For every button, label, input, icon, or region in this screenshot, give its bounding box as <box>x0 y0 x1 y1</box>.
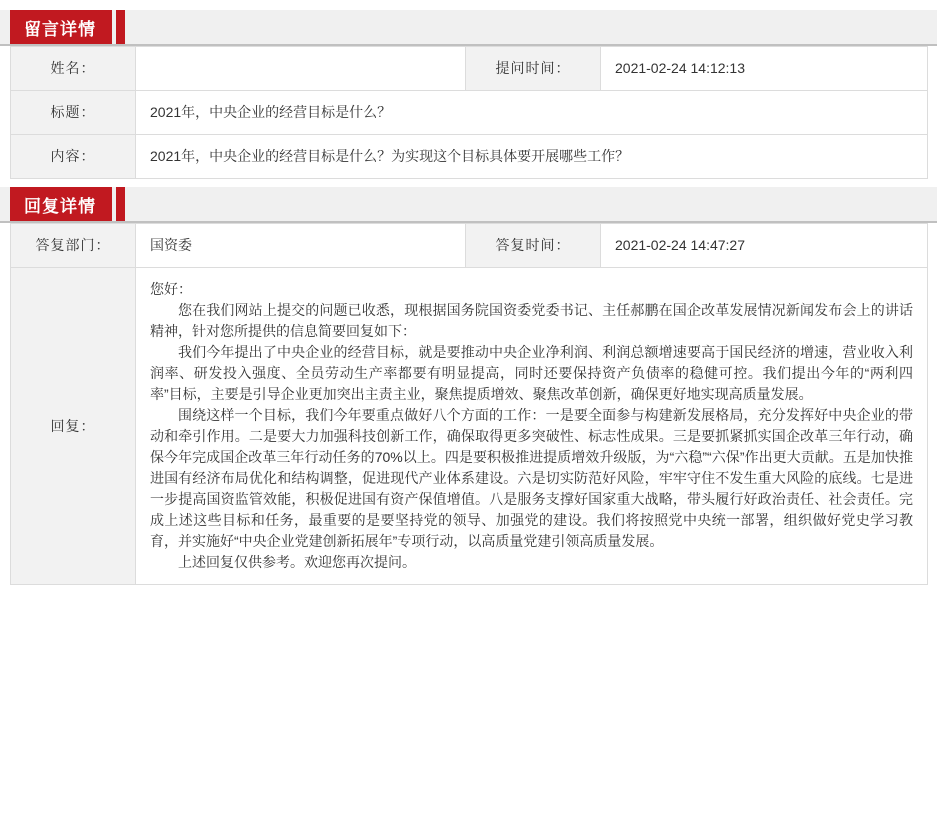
table-row <box>11 224 928 268</box>
reply-paragraph: 您好： <box>150 281 192 297</box>
reply-paragraph: 我们今年提出了中央企业的经营目标，就是要推动中央企业净利润、利润总额增速要高于国民经济的增速，营业收入利润率、研发投入强度、全员劳动生产率都要有明显提高，同时还要保持资产负债率的稳健可控。我们提出今年的“两利四率”目标，主要是引导企业更加突出主责主业，聚焦提质增效、聚焦改革创新，确保更好地实现高质量发展。 <box>150 344 913 402</box>
reply-dept-value: 国资委 <box>136 224 466 268</box>
name-value <box>136 47 466 91</box>
reply-detail-table <box>10 223 928 585</box>
ribbon-tail-reply <box>116 187 125 221</box>
reply-paragraph: 围绕这样一个目标，我们今年要重点做好八个方面的工作：一是要全面参与构建新发展格局，充分发挥好中央企业的带动和牵引作用。二是要大力加强科技创新工作，确保取得更多突破性、标志性成果。三是要抓紧抓实国企改革三年行动，确保今年完成国企改革三年行动任务的70%以上。四是要积极推进提质增效升级版，为“六稳”“六保”作出更大贡献。五是加快推进国有经济布局优化和结构调整，促进现代产业体系建设。六是切实防范好风险，牢牢守住不发生重大风险的底线。七是进一步提高国资监管效能，积极促进国有资产保值增值。八是服务支撑好国家重大战略，带头履行好政治责任、社会责任。完成上述这些目标和任务，最重要的是要坚持党的领导、加强党的建设。我们将按照党中央统一部署，组织做好党史学习教育，并实施好“中央企业党建创新拓展年”专项行动，以高质量党建引领高质量发展。 <box>150 407 913 549</box>
reply-paragraph: 上述回复仅供参考。欢迎您再次提问。 <box>178 554 416 570</box>
subject-label: 标题： <box>11 91 136 135</box>
subject-value: 2021年，中央企业的经营目标是什么？ <box>136 91 928 135</box>
table-row <box>11 47 928 91</box>
content-value: 2021年，中央企业的经营目标是什么？为实现这个目标具体要开展哪些工作？ <box>136 135 928 179</box>
table-row <box>11 268 928 585</box>
content-label: 内容： <box>11 135 136 179</box>
section-title-reply: 回复详情 <box>10 187 112 221</box>
page-container <box>0 10 937 585</box>
table-row <box>11 135 928 179</box>
reply-dept-label: 答复部门： <box>11 224 136 268</box>
reply-content-value <box>136 268 928 585</box>
ask-time-value: 2021-02-24 14:12:13 <box>601 47 928 91</box>
ask-time-label: 提问时间： <box>466 47 601 91</box>
ribbon-tail-message <box>116 10 125 44</box>
reply-paragraph: 您在我们网站上提交的问题已收悉，现根据国务院国资委党委书记、主任郝鹏在国企改革发展情况新闻发布会上的讲话精神，针对您所提供的信息简要回复如下： <box>150 302 913 339</box>
reply-content-label: 回复： <box>11 268 136 585</box>
section-title-message: 留言详情 <box>10 10 112 44</box>
section-header-message <box>0 10 937 46</box>
section-header-reply <box>0 187 937 223</box>
reply-time-value: 2021-02-24 14:47:27 <box>601 224 928 268</box>
message-detail-table <box>10 46 928 179</box>
name-label: 姓名： <box>11 47 136 91</box>
reply-time-label: 答复时间： <box>466 224 601 268</box>
header-fill-reply <box>125 187 937 221</box>
header-fill-message <box>125 10 937 44</box>
table-row <box>11 91 928 135</box>
